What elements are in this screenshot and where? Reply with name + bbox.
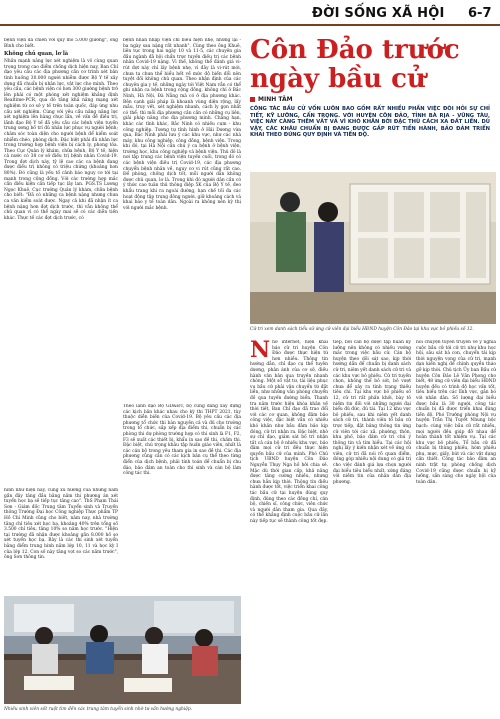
page-number: 6-7 bbox=[468, 6, 492, 21]
page-header bbox=[0, 0, 500, 28]
right-col3-body: nói chuyện tuyên truyền về ý nghĩa cuộc bầu cử tới cử tri như khu học hội, sâu sát bà con, chuyển tải kịp thời nguyện vọng của cử tri, mạnh dạn kiến nghị để chính quyền tháo gỡ kịp thời. Chủ tịch Ủy ban Bầu cử huyện Côn Đảo Lê Văn Phong cho biết, 48 ứng cử viên đại biểu HĐND huyện đều có trình độ học vấn tốt, tiêu biểu trên các lĩnh vực, gắn bó với nhân dân. Số lượng đại biểu được bầu là 30 người, công tác chuẩn bị đã được triển khai đúng tiến độ. Phó Trưởng phòng Nội vụ huyện Trần Thị Tuyết Nhung bộc bạch: cùng việc bầu cử rất nhiều, mọi người đều giúp đỡ nhau để hoàn thành tốt nhiệm vụ. Tại các khu vực bỏ phiếu, Tổ bầu cử đã chuẩn bị thùng phiếu, hòm phiếu phụ, mực, giấy, bút và các vật dụng cần thiết. Công tác bảo đảm an ninh trật tự, phòng chống dịch Covid-19 cũng được chuẩn bị kỹ lưỡng, sẵn sàng cho ngày hội của toàn dân. bbox=[416, 340, 496, 485]
right-col2-body: tiếp, bởi cán bộ được tập huấn kỹ lưỡng nên không có nhiều vướng mắc trong việc bầu cử. Cán bộ huyện theo dõi sát sao, kịp thời hướng dẫn để chuẩn bị danh sách cử tri, niêm yết danh sách cử tri và các khu vực bỏ phiếu. Cử tri tuyến chọn, không thể bỏ sót, bỏ vượt chưa để xảy ra tình trạng thiếu tiêu chí. Tại khu vực bỏ phiếu số 12, cử tri rất phấn khởi, bày tỏ niềm tin đối với những người đại biểu đủ đức, đủ tài. Tại 12 khu vực bỏ phiếu, sau khi niêm yết danh sách cử tri, thành viên tổ bầu cử trực tiếp, đặt bảng thông tin ứng cử viên tới các xã, phường, thôn, khu phố, bảo đảm cử tri chú ý thông tin và tìm hiểu. Tại các hội nghị lấy ý kiến nhận xét về ứng cử viên, cử tri đã nói rõ quan điểm, đóng góp nhiều nội dung có giá trị cho việc đánh giá lựa chọn người đại biểu tiêu biểu nhất, xứng đáng với niềm tin của nhân dân địa phương. bbox=[333, 340, 411, 485]
students-photo-illustration bbox=[4, 596, 241, 704]
author-marker-square bbox=[250, 97, 255, 102]
voters-photo-illustration bbox=[250, 172, 496, 324]
right-article-column-2 bbox=[333, 340, 411, 715]
left-article-column-1 bbox=[4, 38, 118, 478]
voters-photo-caption: Cử tri xem danh sách tiểu sử ứng cử viên đại biểu HĐND huyện Côn Đảo tại khu vực bỏ phiếu số 12. bbox=[250, 327, 474, 332]
left-col2-bottom: Theo lãnh đạo Bộ GD&ĐT, bộ cũng đang xây dựng các kịch bản khác nhau cho kỳ thi THPT 2021, tùy thuộc diễn biến của Covid-19. Bộ yêu cầu các địa phương tổ chức thi bàn nguyên cả và đủ cho trường trong tổ chức, sắp xếp địa điểm thi, chuẩn bị các phòng thi dự phòng trường hợp có thí sinh là F1, F2, F3 sẽ xuất các thiết bị, khẩu in sao đề thi, chấm thi. Đặc biệt, chú trọng khâu tập huấn giáo viên, nhất là các cán bộ trong yêu tham gia in sao đề thi. Các địa phương cũng cần có các kịch bản cụ thể theo từng điển của dịch bệnh, phải tính toán để chuẩn bị chu đáo, bảo đảm an toàn cho thí sinh và cán bộ làm công tác thi. bbox=[123, 404, 241, 477]
voters-photo bbox=[250, 172, 496, 324]
left-article-lower-col-1 bbox=[4, 488, 118, 590]
article-author bbox=[250, 96, 490, 103]
right-article-column-1 bbox=[250, 340, 328, 715]
left-col1-top-text: bệnh viện đã chiến với quy mô 5.000 giường", ông Bình cho biết. bbox=[4, 38, 118, 49]
article-title: Côn Đảo trước ngày bầu cử bbox=[250, 35, 460, 94]
left-subhead: Không chủ quan, lơ là bbox=[4, 51, 69, 58]
right-col1-body: hờ internet, hiện khai báo cử tri huyện Côn Đảo được thực hiện từ hơn nhiều. Thông tin hướng dẫn, chỉ đạo cụ thể tuyên dương, phản ánh của cơ sở, điều hành văn bản qua truyền nhanh chóng. Một số vật tư, tài liệu phục vụ bầu cử phải vận chuyển từ đất liền, như những văn phòng chuyển đồ qua tuyến đường biển. Thanh tra năm trước hiện khóa khăn về thời tiết, Ban Chỉ đạo đã trao đổi với các cơ quan, không đảm bảo công việc, đặc biệt vẫn có nhiều khó khăn như bầu đảm bảo kịp đóng, cử tri nhận ra. Đặc biệt, nhờ sự chỉ đạo, giám sát bố trí nhận tất cả cán bộ ở nhiều khu vực, bảo đảm mọi cử tri đều thực hiện quyền bầu cử của mình. Phó Chủ tịch UBND huyện Côn Đảo Nguyễn Thụy Nga hồ hởi chia sẻ. Mặc dù thời gian cấp, khả năng được tăng cường nhiều, nhưng chưa hẳn kịp thời. Thông tin điều hành được tốt, việc triển khai công tác bầu cử tại huyện đúng quy định, đúng theo các đồng chí, cán bộ, chiến sĩ, công chức, viên chức và người dân tham gia. Qua đây, có thể khẳng định cuộc bầu cử lần này tiếp tục sẽ thành công tốt đẹp. bbox=[250, 340, 328, 524]
right-article-column-3 bbox=[416, 340, 496, 715]
header-rule bbox=[0, 24, 500, 26]
section-title: ĐỜI SỐNG XÃ HỘI bbox=[312, 6, 445, 21]
article-lead: CÔNG TÁC BẦU CỬ VỐN LUÔN BAO GỒM RẤT NHIỀU PHẦN VIỆC ĐÒI HỎI SỰ CHỈ TIẾT, KỸ LƯỠNG, CẨN TRỌNG. VỚI HUYỆN CÔN ĐẢO, TỈNH BÀ RỊA - VŨNG TÀU, VIỆC NÀY CÀNG THÊM VẤT VẢ VÌ KHÓ KHĂN BỞI ĐẶC THÙ CÁCH XA ĐẤT LIỀN. DÙ VẬY, CÁC KHÂU CHUẨN BỊ ĐANG ĐƯỢC GẤP RÚT TIẾN HÀNH, BẢO ĐẢM TRIỂN KHAI THEO ĐÚNG QUY ĐỊNH VÀ TIẾN ĐỘ. bbox=[250, 106, 490, 139]
students-photo-caption: Nhiều sinh viên sốt ruột tìm đến các trung tâm tuyển sinh nhờ tư vấn hướng nghiệp. bbox=[4, 707, 193, 712]
left-col1-bottom: hình như hiện nay, cũng xu hướng của những năm gần đây tăng đầu bằng năm thi phương án xét tuyển học bạ sẽ tiếp tục tăng cao". ThS Phạm Thái Sơn - Giám đốc Trung tâm Tuyển sinh và Truyền thông Trường Đại học Công nghiệp Thực phẩm TP Hồ Chí Minh cũng cho biết, năm nay, nhà trường tăng chỉ tiêu xét học bạ, khoảng 40% trên tổng số 3.500 chỉ tiêu, tăng 10% so năm học trước. "Hiện tại trường đã nhận được khoảng gần 8.000 hồ sơ xét tuyển học bạ. Bày là các thí sinh xét tuyển bằng điểm trung bình năm lớp 10, 11 và học kỳ I của lớp 12. Con số này tăng vọt so các năm trước", ông Sơn thông tin. bbox=[4, 488, 118, 561]
students-photo bbox=[4, 596, 241, 704]
left-col1-body: Nhấn mạnh nâng lực xét nghiệm là vô cùng quan trọng trong cao điểm chống dịch hiện nay, Ban Chỉ đạo yêu cầu các địa phương cần cơ trình xét bản tình huống 30.000 người nhiễm được Bộ Y tế xây dựng đã chuẩn bị nhân lực, vật lực cho mình. Theo yêu cầu, các bệnh viện có hơn 300 giường bệnh trở lên phải có một phòng xét nghiệm khẳng định Realtime-PCR, qua đó tăng khả năng mạng xét nghiệm từ cơ sở y tế trên toàn quốc, đáp ứng nhu cầu xét nghiệm. Cùng với yêu cầu nâng năng lực xét nghiệm lên hàng chục lần, về vấn đề điều trị, lãnh đạo Bộ Y tế đã yêu cầu các bệnh viện tuyến trung ương bố trí đủ nhân lực phục vụ người bệnh; chăm sóc toàn diện cho người bệnh để kiểm soát nhiễm chéo, phòng dịch. Đặc biệt phải đủ nhân lực trong trường hợp bệnh viện bị cách ly, phong tỏa. Theo Cục Quản lý khám, chữa bệnh, Bộ Y tế, hiện cả nước có 38 cơ sở điều trị bệnh nhân Covid-19. Trong đợt dịch này, tỷ lệ cao các ca bệnh đang được điều trị không có triệu chứng (khoảng hơn 80%). Đó cũng là yếu tố cảnh báo nguy cơ tới tại mạnh trong cộng đồng. Với các trường hợp mắc cần điều kiện cần tiếp tục lây lan. PGS.TS Lương Ngọc Khuê, Cục trưởng Quản lý khám, chữa bệnh cho biết: "Đã có những ca bệnh nặng nhưng chưa ca văn kiểm soát được. Ngay cả khi đã nhận ít ca bệnh nặng hơn đợt dịch trước, thì vẫn không thể chủ quan vì có thể ngày mai sẽ có các diễn tiến khác. Thực tế các đợt dịch trước, có bbox=[4, 59, 118, 221]
drop-cap: N bbox=[250, 340, 271, 363]
author-name: MINH TÂM bbox=[258, 96, 293, 103]
left-article-lower-col-2 bbox=[123, 404, 241, 590]
left-col2-body: bệnh nhân nhập viện chỉ biểu hiện nhẹ, nhưng lại - ba ngày sau nặng rất nhanh". Cùng theo ông Khuê, liên tục trong hai ngày 10 và 11-5, các chuyên gia đầu ngành đã hội chẩn trực tuyến điều trị các bệnh nhân Covid-19 nặng. Vì thế, không thể đánh giá vi-rút đợt này chỉ lây bệnh nhẹ, vì đây là vi-rút mới, chưa ta chưa thể hiểu hết về mức độ biến đổi nên tuyệt đối không chủ quan. Theo nhận định của các chuyên gia y tế, những ngày tới Việt Nam vẫn có thể ghi nhận ca bệnh trong cộng đồng, không chỉ ở Bắc Ninh, Hà Nội, Đà Nẵng mà có ở địa phương khác. Bên cạnh giải pháp là khoanh vùng diện rộng, lấy mẫu, truy vết, xét nghiệm nhanh, cách ly gọn nhất có thể; thì mỗi địa phương cần cần có những cụ liên, giải pháp nâng cho địa phương mình. Chẳng hạn, khác các tỉnh khác, Bắc Ninh có nhiều cụm - khu công nghiệp. Tương tự tỉnh hình ở Hải Dương vừa qua, Bắc Ninh phải lưu ý các khu vực, như các nhà máy, khu công nghiệp, công đồng, bệnh viện. Trong khi đó, tại Hà Nội cần chú ý ca bệnh ở bệnh viện, trường học, khu công nghiệp và bệnh viện. Thủ đô là nơi tập trung các bệnh viện tuyến cuối, trong đó có các bệnh viện điều trị Covid-19, các địa phương chuyển bệnh nhân về, nguy cơ vi rút cũng rất cao. Để phòng, chống dịch tốt, mỗi người dân không được chủ quan, lơ là. Trong khi đó người dân cần có ý thức cao tuân thủ thông điệp 5K của Bộ Y tế, đeo khẩu trang khi ra ngoài đường, hạn chế tối đa các hoạt động tập trung đông người, giữ khoảng cách và khai báo y tế toàn dân. Ngoài ra không nên kỳ thị với người mắc bệnh. bbox=[123, 38, 241, 211]
